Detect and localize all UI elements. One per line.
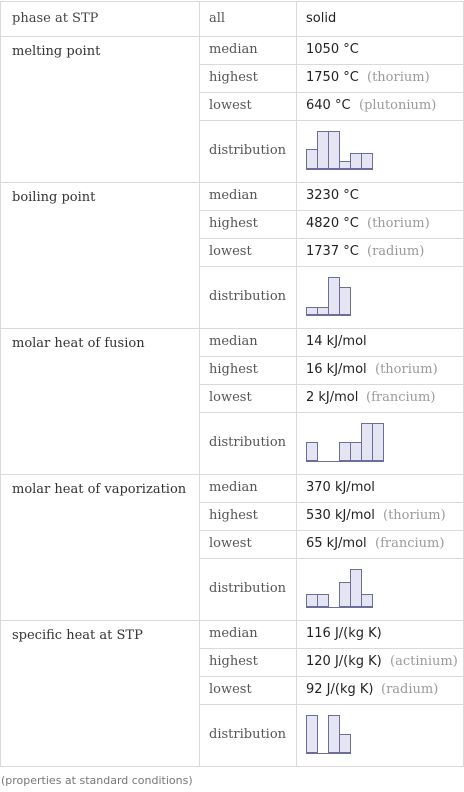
histogram-baseline (306, 315, 351, 316)
element-note: (radium) (381, 682, 439, 697)
stat-value: 1737 °C (306, 244, 359, 259)
element-note: (francium) (366, 390, 436, 405)
stat-label: median (209, 188, 258, 203)
stat-value: 1750 °C (306, 70, 359, 85)
element-note: (thorium) (367, 70, 430, 85)
stat-label: highest (209, 70, 258, 85)
row-divider (199, 412, 464, 413)
column-line (0, 1, 1, 766)
stat-label: highest (209, 654, 258, 669)
stat-label: median (209, 480, 258, 495)
histogram-bar (361, 594, 373, 607)
stat-value: 530 kJ/mol (306, 508, 375, 523)
element-note: (actinium) (390, 654, 458, 669)
stat-label: highest (209, 216, 258, 231)
stat-label: distribution (209, 727, 287, 742)
row-divider (199, 558, 464, 559)
header-divider (0, 36, 464, 37)
stat-label: lowest (209, 536, 252, 551)
element-note: (thorium) (383, 508, 446, 523)
stat-label: highest (209, 508, 258, 523)
element-note: (francium) (375, 536, 445, 551)
stat-label: median (209, 334, 258, 349)
stat-value: 370 kJ/mol (306, 480, 375, 495)
row-divider (199, 648, 464, 649)
stat-label: lowest (209, 390, 252, 405)
row-divider (199, 92, 464, 93)
histogram-bar (372, 423, 384, 461)
row-divider (199, 530, 464, 531)
section-name: boiling point (12, 190, 96, 205)
stat-value: 92 J/(kg K) (306, 682, 374, 697)
section-name: molar heat of vaporization (12, 482, 187, 497)
stat-value: 4820 °C (306, 216, 359, 231)
row-divider (199, 502, 464, 503)
phase-label: phase at STP (12, 11, 99, 26)
stat-label: highest (209, 362, 258, 377)
row-divider (199, 120, 464, 121)
stat-value: 65 kJ/mol (306, 536, 367, 551)
row-divider (199, 676, 464, 677)
phase-value: solid (306, 11, 337, 26)
stat-value: 120 J/(kg K) (306, 654, 382, 669)
stat-label: lowest (209, 682, 252, 697)
histogram-baseline (306, 753, 351, 754)
section-divider (0, 474, 464, 475)
stat-label: distribution (209, 143, 287, 158)
stat-value: 3230 °C (306, 188, 359, 203)
histogram-baseline (306, 607, 373, 608)
row-divider (199, 384, 464, 385)
stat-value: 1050 °C (306, 42, 359, 57)
row-divider (199, 210, 464, 211)
row-divider (199, 356, 464, 357)
footer-note: (properties at standard conditions) (1, 774, 193, 787)
histogram-baseline (306, 461, 384, 462)
all-label: all (209, 11, 226, 26)
stat-value: 640 °C (306, 98, 351, 113)
stat-value: 16 kJ/mol (306, 362, 367, 377)
row-divider (199, 704, 464, 705)
section-name: specific heat at STP (12, 628, 143, 643)
stat-label: distribution (209, 289, 287, 304)
histogram-bar (361, 153, 373, 169)
column-line (296, 1, 297, 766)
section-divider (0, 328, 464, 329)
row-divider (199, 64, 464, 65)
stat-value: 2 kJ/mol (306, 390, 359, 405)
section-name: molar heat of fusion (12, 336, 145, 351)
histogram-bar (339, 287, 351, 315)
histogram-baseline (306, 169, 373, 170)
element-note: (thorium) (367, 216, 430, 231)
stat-value: 116 J/(kg K) (306, 626, 382, 641)
row-divider (199, 238, 464, 239)
element-note: (radium) (367, 244, 425, 259)
stat-label: distribution (209, 435, 287, 450)
element-note: (thorium) (375, 362, 438, 377)
section-divider (0, 766, 464, 767)
column-line (199, 1, 200, 766)
histogram-bar (339, 734, 351, 753)
histogram-bar (306, 442, 318, 461)
stat-label: distribution (209, 581, 287, 596)
stat-label: lowest (209, 244, 252, 259)
histogram-bar (306, 715, 318, 753)
table-top-border (0, 1, 464, 2)
section-name: melting point (12, 44, 101, 59)
stat-label: median (209, 626, 258, 641)
stat-value: 14 kJ/mol (306, 334, 367, 349)
section-divider (0, 182, 464, 183)
stat-label: lowest (209, 98, 252, 113)
section-divider (0, 620, 464, 621)
stat-label: median (209, 42, 258, 57)
element-note: (plutonium) (359, 98, 437, 113)
row-divider (199, 266, 464, 267)
histogram-bar (317, 594, 329, 607)
